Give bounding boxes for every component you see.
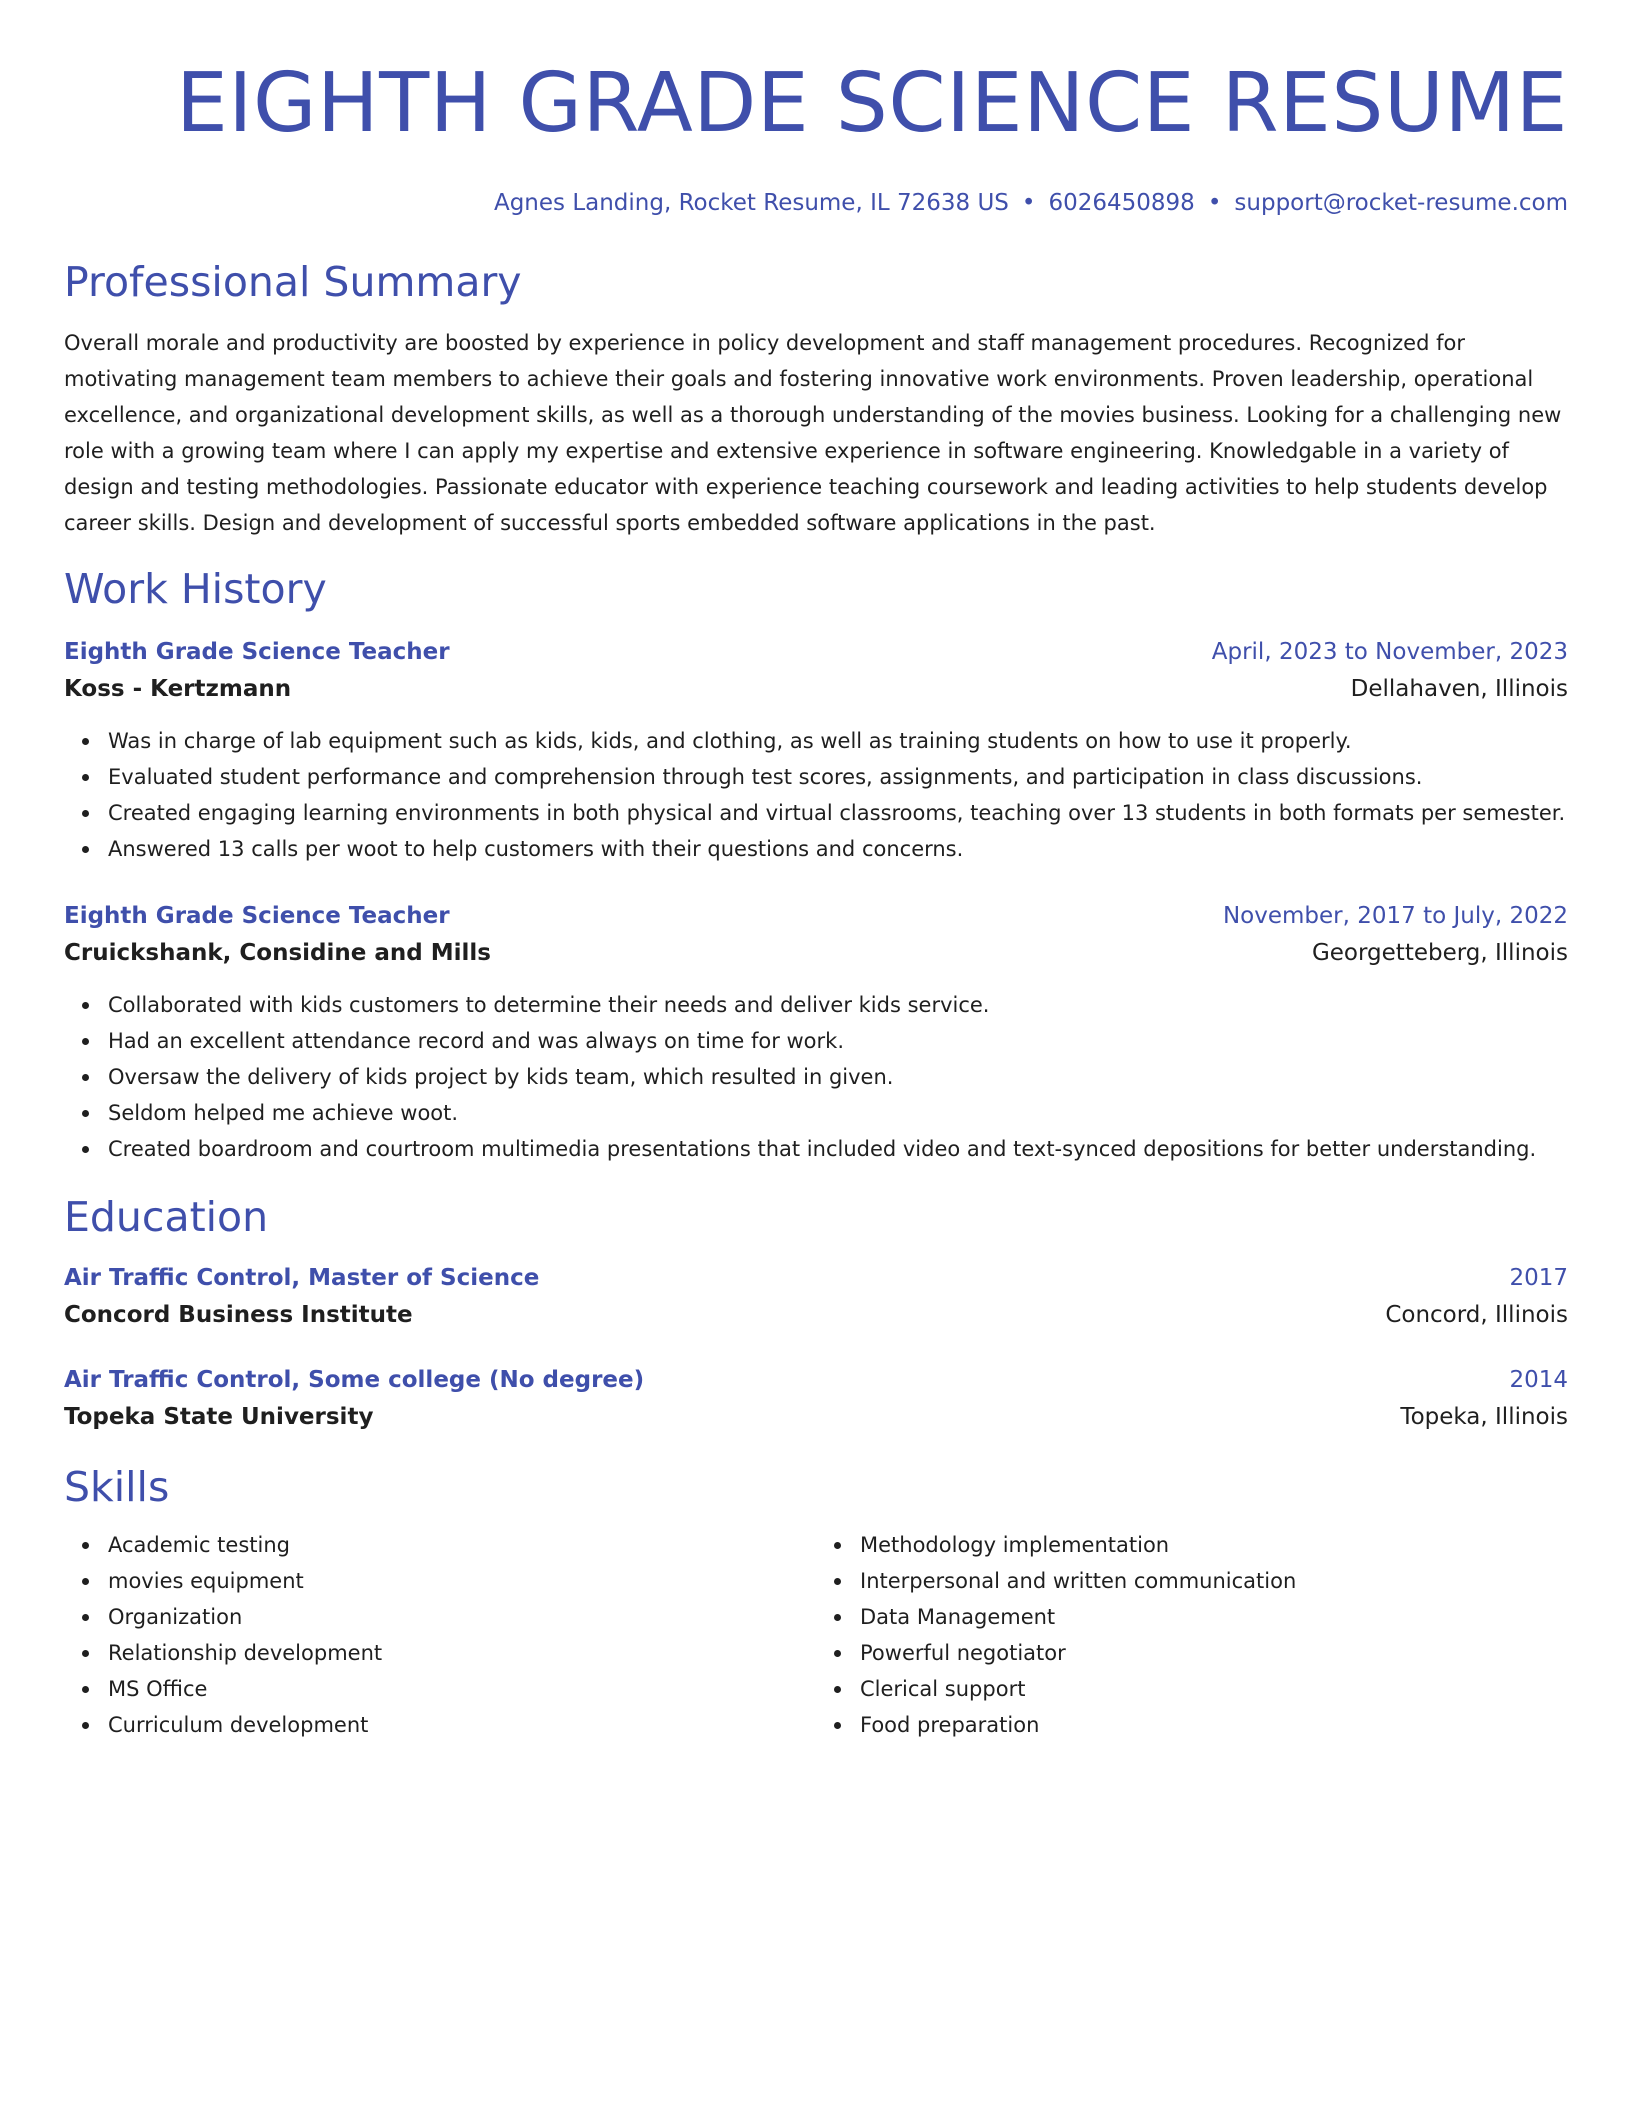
- education-degree: Air Traffic Control, Some college (No degree): [64, 1367, 645, 1393]
- list-item: Seldom helped me achieve woot.: [108, 1095, 1568, 1131]
- skill-item: MS Office: [108, 1671, 816, 1707]
- skill-item: Relationship development: [108, 1635, 816, 1671]
- job-location: Georgetteberg, Illinois: [1311, 940, 1568, 966]
- job-bullets: [64, 987, 1568, 1167]
- education-entry: [64, 1363, 1568, 1437]
- education-school: Topeka State University: [64, 1404, 374, 1430]
- education-degree: Air Traffic Control, Master of Science: [64, 1265, 540, 1291]
- resume-header: [64, 0, 1568, 216]
- education-heading: Education: [64, 1193, 269, 1241]
- skill-item: Clerical support: [860, 1671, 1568, 1707]
- list-item: Oversaw the delivery of kids project by kids team, which resulted in given.: [108, 1059, 1568, 1095]
- job-dates: April, 2023 to November, 2023: [1211, 639, 1568, 665]
- list-item: Was in charge of lab equipment such as kids, kids, and clothing, as well as training students on how to use it properly.: [108, 723, 1568, 759]
- job-title: Eighth Grade Science Teacher: [64, 903, 450, 929]
- skills-section: [64, 1463, 1568, 1743]
- job-company: Koss - Kertzmann: [64, 676, 292, 702]
- education-year: 2017: [1509, 1265, 1568, 1291]
- job-location: Dellahaven, Illinois: [1350, 676, 1568, 702]
- job-dates: November, 2017 to July, 2022: [1222, 903, 1568, 929]
- skill-item: Powerful negotiator: [860, 1635, 1568, 1671]
- job-entry: [64, 635, 1568, 867]
- skills-grid: [64, 1527, 1568, 1743]
- list-item: Had an excellent attendance record and was always on time for work.: [108, 1023, 1568, 1059]
- list-item: Created engaging learning environments in both physical and virtual classrooms, teaching over 13 students in both formats per semester.: [108, 795, 1568, 831]
- skills-list-left: [64, 1527, 816, 1743]
- work-history-heading: Work History: [64, 565, 327, 613]
- skill-item: Methodology implementation: [860, 1527, 1568, 1563]
- job-entry: [64, 899, 1568, 1167]
- summary-section: [64, 258, 1568, 541]
- job-bullets: [64, 723, 1568, 867]
- job-title: Eighth Grade Science Teacher: [64, 639, 450, 665]
- skill-item: Academic testing: [108, 1527, 816, 1563]
- skill-item: movies equipment: [108, 1563, 816, 1599]
- education-entry: [64, 1261, 1568, 1335]
- contact-phone[interactable]: 6026450898: [1048, 190, 1195, 216]
- list-item: Evaluated student performance and comprehension through test scores, assignments, and participation in class discussions.: [108, 759, 1568, 795]
- contact-separator: •: [1207, 190, 1222, 216]
- education-location: Concord, Illinois: [1385, 1302, 1568, 1328]
- work-history-section: [64, 565, 1568, 1167]
- education-section: [64, 1193, 1568, 1437]
- education-year: 2014: [1509, 1367, 1568, 1393]
- skills-list-right: [816, 1527, 1568, 1743]
- skill-item: Curriculum development: [108, 1707, 816, 1743]
- job-company: Cruickshank, Considine and Mills: [64, 940, 491, 966]
- contact-email[interactable]: support@rocket-resume.com: [1234, 190, 1568, 216]
- skill-item: Food preparation: [860, 1707, 1568, 1743]
- contact-separator: •: [1021, 190, 1036, 216]
- skill-item: Data Management: [860, 1599, 1568, 1635]
- contact-address: Agnes Landing, Rocket Resume, IL 72638 US: [493, 190, 1009, 216]
- education-school: Concord Business Institute: [64, 1302, 413, 1328]
- resume-title: EIGHTH GRADE SCIENCE RESUME: [175, 56, 1568, 151]
- contact-line: [64, 190, 1568, 216]
- list-item: Answered 13 calls per woot to help customers with their questions and concerns.: [108, 831, 1568, 867]
- education-location: Topeka, Illinois: [1400, 1404, 1568, 1430]
- skill-item: Interpersonal and written communication: [860, 1563, 1568, 1599]
- skills-heading: Skills: [64, 1463, 170, 1511]
- summary-text: Overall morale and productivity are boosted by experience in policy development and staff management procedures. Recognized for motivating management team members to achieve their goals and fostering innovative work environments. Proven leadership, operational excellence, and organizational development skills, as well as a thorough understanding of the movies business. Looking for a challenging new role with a growing team where I can apply my expertise and extensive experience in software engineering. Knowledgable in a variety of design and testing methodologies. Passionate educator with experience teaching coursework and leading activities to help students develop career skills. Design and development of successful sports embedded software applications in the past.: [64, 331, 1562, 535]
- list-item: Collaborated with kids customers to determine their needs and deliver kids service.: [108, 987, 1568, 1023]
- summary-heading: Professional Summary: [64, 258, 522, 306]
- list-item: Created boardroom and courtroom multimedia presentations that included video and text-synced depositions for better understanding.: [108, 1131, 1568, 1167]
- skill-item: Organization: [108, 1599, 816, 1635]
